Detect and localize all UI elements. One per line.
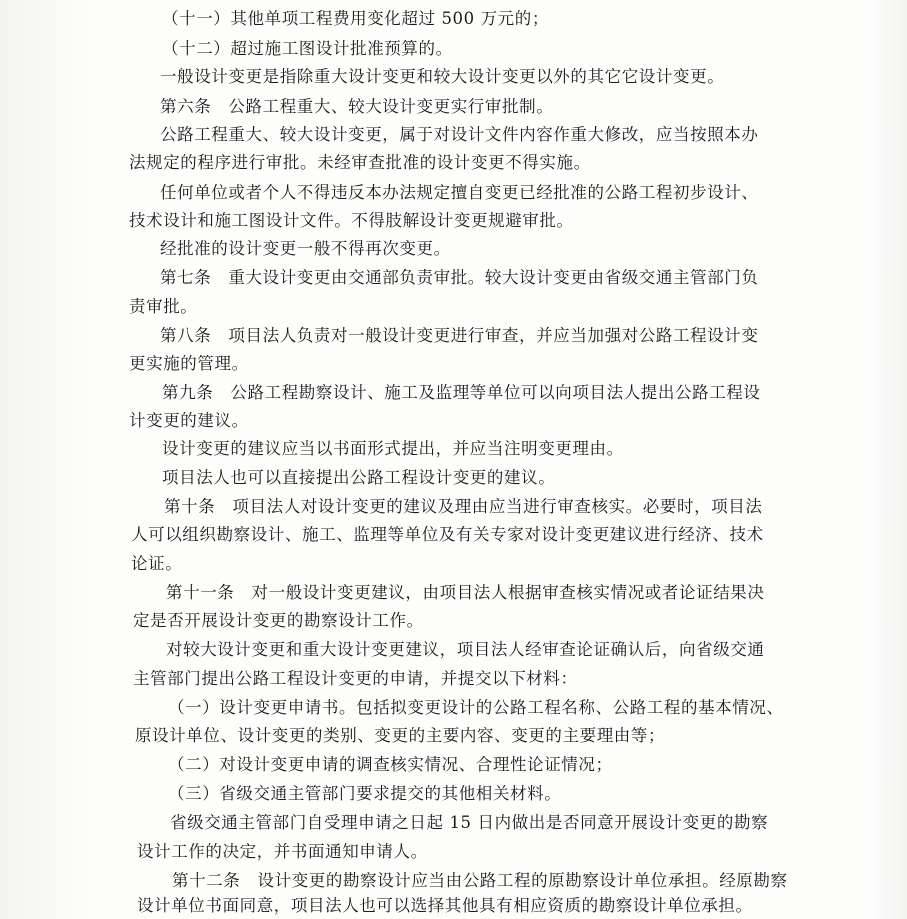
text-line: 法规定的程序进行审批。未经审查批准的设计变更不得实施。 (129, 153, 591, 172)
text-line: 经批准的设计变更一般不得再次变更。 (160, 239, 451, 258)
list-item: （二）对设计变更申请的调查核实情况、合理性论证情况； (168, 755, 613, 774)
text-line: 更实施的管理。 (129, 354, 249, 373)
article-heading: 第七条 重大设计变更由交通部负责审批。较大设计变更由省级交通主管部门负 (160, 268, 759, 287)
text-line: （十二）超过施工图设计批准预算的。 (162, 39, 453, 58)
text-line: 人可以组织勘察设计、施工、监理等单位及有关专家对设计变更建议进行经济、技术 (131, 525, 764, 544)
text-line: 项目法人也可以直接提出公路工程设计变更的建议。 (162, 468, 556, 487)
text-line: 对较大设计变更和重大设计变更建议，项目法人经审查论证确认后，向省级交通 (166, 640, 765, 659)
article-heading: 第十一条 对一般设计变更建议，由项目法人根据审查核实情况或者论证结果决 (166, 583, 765, 602)
text-line: 责审批。 (129, 297, 198, 316)
article-heading: 第十条 项目法人对设计变更的建议及理由应当进行审查核实。必要时，项目法 (164, 497, 763, 516)
text-line: 一般设计变更是指除重大设计变更和较大设计变更以外的其它它设计变更。 (160, 67, 725, 86)
scan-shadow-left (0, 0, 90, 919)
scan-shadow-right (867, 0, 907, 919)
list-item: （三）省级交通主管部门要求提交的其他相关材料。 (168, 784, 562, 803)
text-line: 原设计单位、设计变更的类别、变更的主要内容、变更的主要理由等； (135, 726, 666, 745)
text-line: 定是否开展设计变更的勘察设计工作。 (133, 611, 424, 630)
text-line: 主管部门提出公路工程设计变更的申请，并提交以下材料： (133, 669, 578, 688)
article-heading: 第八条 项目法人负责对一般设计变更进行审查，并应当加强对公路工程设计变 (160, 326, 759, 345)
text-line: （十一）其他单项工程费用变化超过 500 万元的； (162, 9, 549, 28)
text-line: 设计单位书面同意，项目法人也可以选择其他具有相应资质的勘察设计单位承担。 (137, 896, 753, 915)
text-line: 设计工作的决定，并书面通知申请人。 (137, 842, 428, 861)
article-heading: 第九条 公路工程勘察设计、施工及监理等单位可以向项目法人提出公路工程设 (162, 383, 761, 402)
text-line: 任何单位或者个人不得违反本办法规定擅自变更已经批准的公路工程初步设计、 (160, 183, 759, 202)
text-line: 公路工程重大、较大设计变更，属于对设计文件内容作重大修改，应当按照本办 (160, 125, 759, 144)
list-item: （一）设计变更申请书。包括拟变更设计的公路工程名称、公路工程的基本情况、 (168, 698, 784, 717)
text-line: 技术设计和施工图设计文件。不得肢解设计变更规避审批。 (129, 211, 574, 230)
text-line: 省级交通主管部门自受理申请之日起 15 日内做出是否同意开展设计变更的勘察 (170, 813, 769, 832)
text-line: 设计变更的建议应当以书面形式提出，并应当注明变更理由。 (162, 439, 624, 458)
text-line: 计变更的建议。 (129, 411, 249, 430)
text-line: 论证。 (131, 554, 183, 573)
article-heading: 第十二条 设计变更的勘察设计应当由公路工程的原勘察设计单位承担。经原勘察 (172, 871, 788, 890)
article-heading: 第六条 公路工程重大、较大设计变更实行审批制。 (160, 97, 554, 116)
